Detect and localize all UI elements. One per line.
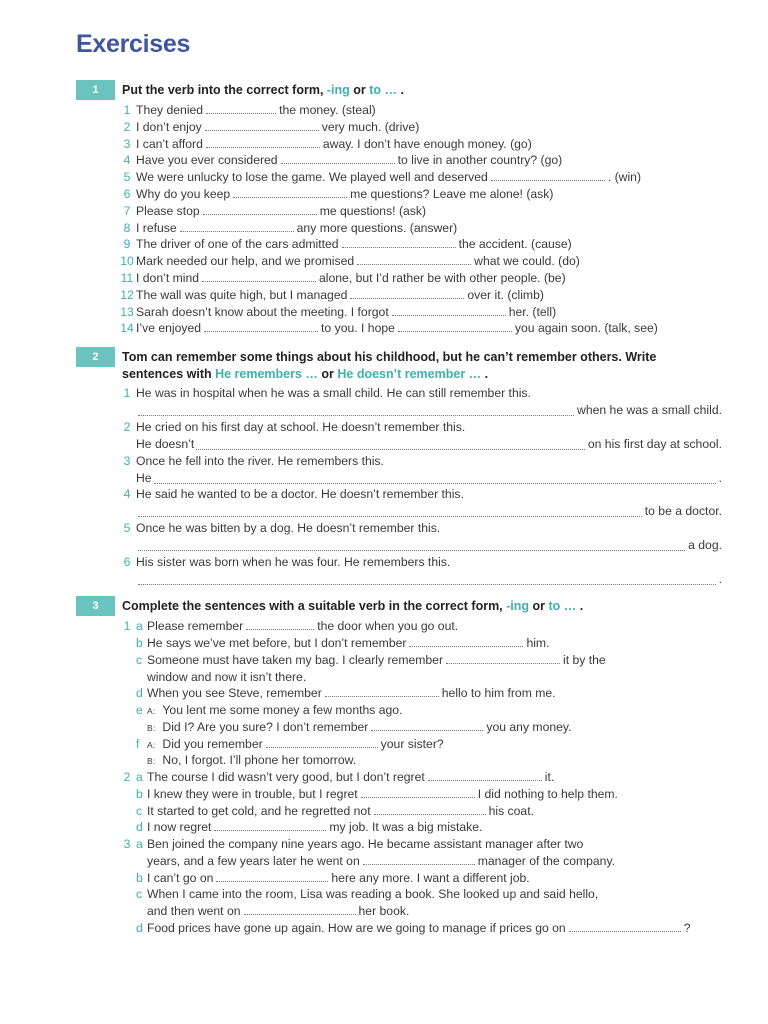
item-text: I knew they were in trouble, but I regret [147, 787, 358, 801]
item-text: her. (tell) [508, 304, 557, 319]
item-text: They denied [136, 103, 204, 117]
answer-blank[interactable] [205, 120, 319, 131]
item-text: your sister? [380, 737, 444, 751]
item-text: You lent me some money a few months ago. [162, 703, 403, 717]
item-text: the door when you go out. [317, 619, 459, 633]
answer-blank[interactable] [233, 187, 347, 198]
item-letter: a [136, 770, 143, 784]
answer-blank[interactable] [138, 404, 574, 416]
heading-text: . [481, 366, 489, 381]
item-text: Once he fell into the river. He remembers this. [136, 454, 384, 468]
item-text: . (win) [607, 170, 642, 185]
item-letter: e [136, 703, 143, 717]
answer-prefix: He [136, 471, 152, 485]
item-letter: f [136, 737, 140, 751]
answer-blank[interactable] [202, 271, 316, 282]
item-text: We were unlucky to lose the game. We played well and deserved [136, 170, 488, 185]
item-letter: c [136, 804, 143, 818]
item-text: the accident. (cause) [458, 237, 572, 252]
item-text: ? [683, 921, 691, 935]
speaker-label: B: [147, 723, 156, 733]
answer-blank[interactable] [374, 804, 486, 815]
list-item-continuation [118, 752, 723, 770]
list-item [118, 287, 723, 304]
item-number: 12 [120, 287, 134, 302]
heading-keyword: He remembers … [215, 366, 318, 381]
item-text: to live in another country? (go) [397, 153, 563, 168]
list-item [118, 220, 723, 237]
item-number: 6 [123, 555, 131, 569]
answer-blank[interactable] [246, 619, 314, 630]
list-item [118, 152, 723, 169]
item-text: I don’t mind [136, 271, 200, 285]
list-item [118, 136, 723, 153]
item-text: When I came into the room, Lisa was reading a book. She looked up and said hello, [147, 887, 599, 901]
answer-blank[interactable] [409, 636, 523, 647]
item-text: The course I did wasn’t very good, but I don’t regret [147, 770, 425, 784]
list-item [118, 203, 723, 220]
item-text: He cried on his first day at school. He doesn’t remember this. [136, 420, 466, 434]
list-item [118, 119, 723, 136]
item-number: 2 [123, 770, 131, 784]
list-item [118, 453, 723, 470]
item-number: 2 [123, 119, 131, 134]
item-text: Ben joined the company nine years ago. He became assistant manager after two [147, 837, 584, 851]
answer-blank[interactable] [569, 921, 681, 932]
list-item [118, 920, 723, 937]
list-item [118, 419, 723, 436]
item-text: I can’t afford [136, 136, 203, 151]
answer-blank[interactable] [244, 904, 356, 915]
item-number: 1 [123, 103, 131, 117]
heading-keyword: He doesn’t remember … [337, 366, 482, 381]
item-letter: b [136, 636, 143, 650]
item-text: When you see Steve, remember [147, 686, 322, 700]
list-item [118, 520, 723, 537]
answer-line [136, 571, 722, 588]
item-text: it by the [563, 653, 606, 667]
item-letter: a [136, 837, 143, 851]
heading-text: Complete the sentences with a suitable verb in the correct form, [122, 599, 507, 613]
answer-blank[interactable] [342, 237, 456, 248]
item-text: years, and a few years later he went on [147, 854, 360, 868]
item-text: me questions! (ask) [319, 203, 427, 218]
item-text: you again soon. (talk, see) [514, 321, 658, 335]
item-text: I refuse [136, 220, 177, 235]
item-number: 2 [123, 420, 131, 434]
exercise-instructions [122, 82, 722, 99]
item-number: 3 [123, 837, 131, 851]
item-text: Mark needed our help, and we promised [136, 254, 355, 269]
answer-line [136, 402, 722, 419]
exercise-number-badge: 1 [76, 80, 115, 100]
item-text: Please stop [136, 203, 200, 218]
list-item [118, 886, 723, 903]
item-text: No, I forgot. I’ll phone her tomorrow. [162, 753, 357, 767]
item-number: 9 [123, 237, 131, 252]
item-text: me questions? Leave me alone! (ask) [350, 187, 554, 201]
heading-text: or [349, 83, 370, 97]
list-item [118, 320, 723, 337]
item-text: I did nothing to help them. [477, 787, 618, 801]
item-number: 6 [123, 187, 131, 201]
item-number: 3 [123, 454, 131, 468]
item-text: to you. I hope [321, 321, 395, 335]
list-item [118, 304, 723, 321]
item-text: alone, but I’d rather be with other people. (be) [319, 271, 566, 285]
item-text: He said he wanted to be a doctor. He doesn’t remember this. [136, 487, 464, 501]
item-text: Sarah doesn’t know about the meeting. I forgot [136, 304, 389, 319]
answer-line [136, 436, 722, 453]
item-text: The driver of one of the cars admitted [136, 237, 339, 252]
item-number: 5 [123, 170, 131, 185]
heading-text: or [317, 366, 338, 381]
list-item [118, 102, 723, 119]
item-number: 3 [123, 136, 131, 151]
item-text: Did I? Are you sure? I don’t remember [162, 720, 369, 734]
item-letter: d [136, 921, 143, 935]
answer-suffix: to be a doctor. [644, 504, 722, 518]
heading-keyword: to … [548, 599, 577, 613]
answer-suffix: . [718, 572, 722, 586]
item-number: 4 [123, 153, 131, 168]
item-letter: c [136, 653, 143, 667]
item-text: It started to get cold, and he regretted not [147, 804, 371, 818]
item-text: here any more. I want a different job. [331, 871, 530, 885]
list-item [118, 803, 723, 820]
answer-suffix: when he was a small child. [577, 403, 722, 417]
heading-text: or [529, 599, 549, 613]
item-text: Why do you keep [136, 187, 231, 201]
heading-keyword: -ing [506, 599, 530, 613]
item-text: window and now it isn’t there. [147, 670, 307, 684]
answer-blank[interactable] [206, 103, 276, 114]
answer-suffix: . [718, 471, 722, 485]
item-text: I can’t go on [147, 871, 214, 885]
item-number: 8 [123, 220, 131, 235]
item-text: over it. (climb) [467, 287, 544, 302]
list-item [118, 819, 723, 836]
list-item [118, 635, 723, 652]
exercise-number-badge: 2 [76, 347, 115, 367]
item-letter: d [136, 686, 143, 700]
answer-blank[interactable] [138, 505, 642, 517]
answer-suffix: a dog. [688, 538, 722, 552]
item-text: I now regret [147, 820, 212, 834]
heading-keyword: to … [369, 83, 398, 97]
item-text: you any money. [486, 720, 572, 734]
item-text: Did you remember [162, 737, 263, 751]
answer-blank[interactable] [350, 288, 464, 299]
speaker-label: B: [147, 756, 156, 766]
answer-blank[interactable] [138, 573, 716, 585]
list-item [118, 385, 723, 402]
answer-blank[interactable] [363, 854, 475, 865]
answer-line [136, 537, 722, 554]
list-item [118, 652, 723, 669]
answer-blank[interactable] [154, 472, 716, 484]
item-letter: b [136, 871, 143, 885]
exercise-instructions [122, 598, 722, 615]
answer-suffix: on his first day at school. [587, 437, 722, 451]
answer-line [136, 503, 722, 520]
item-text: He was in hospital when he was a small child. He can still remember this. [136, 386, 531, 400]
list-item [118, 253, 723, 270]
list-item-continuation [118, 669, 723, 686]
item-number: 1 [123, 386, 131, 400]
list-item [118, 486, 723, 503]
item-text: him. [526, 636, 550, 650]
item-letter: b [136, 787, 143, 801]
list-item [118, 836, 723, 853]
speaker-label: A: [147, 706, 156, 716]
item-text: and then went on [147, 904, 241, 918]
heading-text: . [397, 83, 404, 97]
item-number: 7 [123, 203, 131, 218]
answer-blank[interactable] [138, 539, 685, 551]
answer-prefix: He doesn’t [136, 437, 195, 451]
item-text: my job. It was a big mistake. [329, 820, 483, 834]
list-item [118, 186, 723, 203]
item-letter: d [136, 820, 143, 834]
answer-blank[interactable] [392, 305, 506, 316]
answer-blank[interactable] [398, 321, 512, 332]
answer-blank[interactable] [357, 254, 471, 265]
list-item-continuation [118, 853, 723, 870]
page-title: Exercises [76, 30, 191, 58]
answer-blank[interactable] [266, 737, 378, 748]
item-text: very much. (drive) [321, 119, 420, 134]
list-item [118, 769, 723, 786]
item-text: his coat. [488, 804, 534, 818]
item-text: it. [544, 770, 555, 784]
item-text: what we could. (do) [474, 254, 580, 269]
item-letter: c [136, 887, 143, 901]
heading-text: . [576, 599, 584, 613]
item-number: 1 [123, 619, 131, 633]
list-item [118, 685, 723, 702]
item-text: I’ve enjoyed [136, 321, 202, 335]
answer-blank[interactable] [196, 438, 585, 450]
item-text: away. I don’t have enough money. (go) [322, 136, 532, 151]
list-item [118, 702, 723, 720]
list-item [118, 270, 723, 287]
heading-keyword: -ing [326, 83, 350, 97]
list-item-continuation [118, 903, 723, 920]
answer-blank[interactable] [206, 137, 320, 148]
answer-blank[interactable] [428, 770, 542, 781]
answer-blank[interactable] [180, 221, 294, 232]
answer-blank[interactable] [371, 720, 483, 731]
item-text: hello to him from me. [441, 686, 556, 700]
list-item [118, 554, 723, 571]
heading-text: Tom can remember some things about his childhood, but he can’t remember others. Write [122, 350, 657, 364]
item-number: 4 [123, 487, 131, 501]
item-number: 13 [120, 304, 134, 319]
answer-blank[interactable] [214, 820, 326, 831]
exercise-number-badge: 3 [76, 596, 115, 616]
item-text: the money. (steal) [279, 103, 376, 117]
item-text: Food prices have gone up again. How are we going to manage if prices go on [147, 921, 566, 935]
answer-blank[interactable] [325, 686, 439, 697]
heading-text: sentences with [122, 366, 216, 381]
item-text: any more questions. (answer) [296, 220, 458, 235]
item-number: 10 [120, 254, 134, 269]
item-text: Have you ever considered [136, 153, 278, 168]
list-item [118, 786, 723, 803]
item-text: I don’t enjoy [136, 119, 202, 134]
item-text: He says we’ve met before, but I don’t remember [147, 636, 407, 650]
answer-blank[interactable] [491, 170, 605, 181]
list-item [118, 169, 723, 186]
item-number: 5 [123, 521, 131, 535]
exercise-instructions [122, 349, 722, 382]
item-text: Please remember [147, 619, 244, 633]
answer-line [136, 470, 722, 487]
answer-blank[interactable] [281, 153, 395, 164]
item-text: Once he was bitten by a dog. He doesn’t remember this. [136, 521, 441, 535]
speaker-label: A: [147, 740, 156, 750]
item-letter: a [136, 619, 143, 633]
item-text: The wall was quite high, but I managed [136, 287, 348, 302]
answer-blank[interactable] [204, 321, 318, 332]
heading-text: Put the verb into the correct form, [122, 83, 327, 97]
list-item-continuation [118, 719, 723, 737]
answer-blank[interactable] [361, 787, 475, 798]
item-text: His sister was born when he was four. He remembers this. [136, 555, 451, 569]
answer-blank[interactable] [203, 204, 317, 215]
answer-blank[interactable] [446, 653, 560, 664]
item-number: 14 [120, 321, 134, 335]
item-text: Someone must have taken my bag. I clearly remember [147, 653, 444, 667]
item-text: manager of the company. [477, 854, 616, 868]
list-item [118, 618, 723, 635]
item-number: 11 [120, 271, 134, 285]
item-text: her book. [358, 904, 410, 918]
list-item [118, 236, 723, 253]
list-item [118, 870, 723, 887]
answer-blank[interactable] [216, 871, 328, 882]
